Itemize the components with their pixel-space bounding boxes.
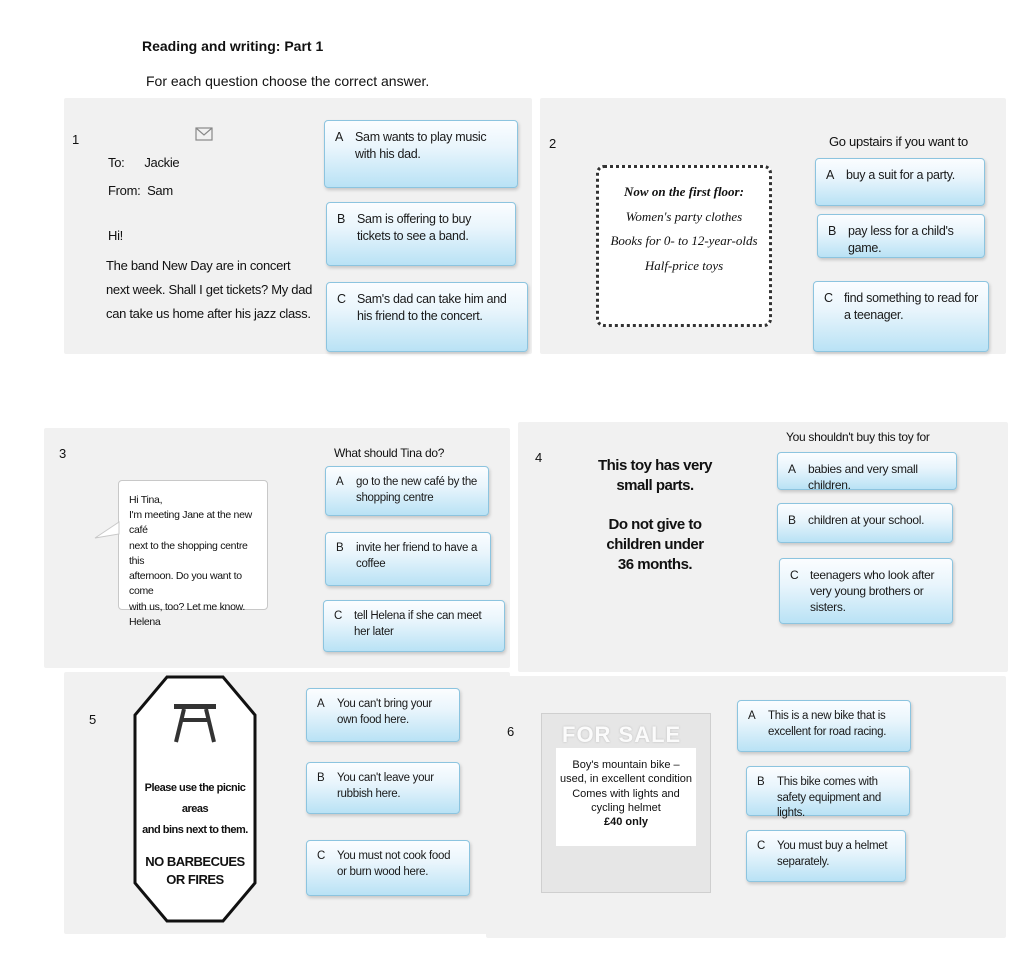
option-text: Sam's dad can take him and his friend to the concert.	[357, 292, 507, 323]
question-number: 1	[72, 132, 80, 147]
q1-option-c[interactable]	[326, 282, 528, 352]
for-sale-body	[556, 748, 696, 846]
question-title: Go upstairs if you want to	[829, 134, 968, 149]
notice-line: Women's party clothes	[625, 208, 743, 224]
option-text: This is a new bike that is excellent for road racing.	[768, 710, 887, 738]
option-letter: C	[317, 850, 326, 862]
option-text: tell Helena if she can meet her later	[354, 610, 482, 638]
q4-option-a[interactable]	[777, 452, 957, 493]
option-letter: B	[788, 513, 796, 527]
option-text: pay less for a child's game.	[848, 224, 954, 255]
instruction-text: For each question choose the correct answer.	[146, 73, 430, 89]
ad-line: Boy's mountain bike –	[572, 759, 680, 771]
option-text: find something to read for a teenager.	[844, 291, 978, 322]
picnic-table-icon	[170, 700, 220, 746]
q3-option-b[interactable]	[325, 532, 491, 586]
option-text: Sam wants to play music with his dad.	[355, 130, 487, 161]
message-line: with us, too? Let me know.	[129, 600, 245, 613]
sign-line: children under	[606, 535, 704, 553]
sign-line: 36 months.	[617, 556, 693, 573]
sign-line: Do not give to	[608, 515, 702, 533]
sign-line: OR FIRES	[166, 871, 224, 887]
option-letter: C	[790, 568, 799, 582]
option-letter: C	[334, 610, 343, 622]
option-text: invite her friend to have a coffee	[356, 542, 478, 570]
envelope-icon	[195, 127, 213, 141]
option-text: go to the new café by the shopping centre	[356, 476, 478, 504]
option-letter: B	[336, 542, 344, 554]
q2-option-c[interactable]	[813, 281, 989, 352]
option-text: children at your school.	[808, 513, 925, 527]
message-line: I'm meeting Jane at the new café	[129, 509, 252, 537]
question-number: 5	[89, 712, 97, 727]
toy-warning-sign	[575, 456, 735, 575]
speech-tail-icon	[94, 520, 120, 540]
q6-option-c[interactable]	[746, 830, 906, 882]
message-line: Helena	[129, 615, 161, 628]
option-text: teenagers who look after very young brothers or sisters.	[810, 568, 935, 615]
ad-line: £40 only	[603, 816, 649, 829]
q3-option-c[interactable]	[323, 600, 505, 652]
option-text: You must buy a helmet separately.	[777, 840, 888, 868]
q6-option-a[interactable]	[737, 700, 911, 752]
notice-line: Books for 0- to 12-year-olds	[610, 233, 758, 249]
notice-line: Half-price toys	[644, 258, 724, 274]
email-greeting: Hi!	[108, 228, 123, 243]
email-to: To: Jackie	[108, 155, 180, 170]
for-sale-ad	[541, 713, 711, 893]
q5-option-c[interactable]	[306, 840, 470, 896]
question-title: What should Tina do?	[334, 446, 445, 460]
option-text: Sam is offering to buy tickets to see a band.	[357, 212, 472, 243]
email-line: The band New Day are in concert	[106, 258, 291, 273]
ad-line: used, in excellent condition	[559, 773, 693, 786]
q3-option-a[interactable]	[325, 466, 489, 516]
option-text: You must not cook food or burn wood here.	[337, 850, 451, 878]
option-letter: B	[337, 212, 346, 226]
sign-line: This toy has very	[597, 457, 713, 474]
sign-line: NO BARBECUES	[145, 853, 245, 869]
ad-line: Comes with lights and	[572, 787, 680, 800]
q4-option-b[interactable]	[777, 503, 953, 543]
notice-heading: Now on the first floor:	[624, 184, 744, 199]
option-letter: B	[757, 776, 765, 788]
option-letter: B	[828, 224, 837, 238]
option-letter: A	[788, 462, 796, 476]
option-letter: C	[824, 291, 833, 305]
option-letter: A	[826, 168, 835, 182]
option-text: You can't bring your own food here.	[337, 698, 432, 726]
for-sale-banner: FOR SALE	[562, 722, 682, 747]
question-number: 2	[549, 136, 557, 151]
q5-option-b[interactable]	[306, 762, 460, 814]
question-title: You shouldn't buy this toy for	[786, 430, 930, 444]
q1-option-b[interactable]	[326, 202, 516, 266]
option-text: babies and very small children.	[808, 462, 918, 493]
option-letter: A	[335, 130, 344, 144]
message-line: next to the shopping centre this	[129, 539, 248, 567]
email-from: From: Sam	[108, 183, 173, 198]
notice-board	[596, 165, 772, 327]
email-line: next week. Shall I get tickets? My dad	[106, 282, 313, 297]
sign-line: small parts.	[616, 477, 694, 495]
option-letter: C	[757, 840, 766, 852]
sign-line: and bins next to them.	[142, 823, 248, 836]
option-letter: A	[336, 476, 344, 488]
option-text: This bike comes with safety equipment and lights.	[777, 776, 881, 820]
option-letter: A	[748, 710, 756, 722]
picnic-sign-text	[133, 778, 257, 889]
q6-option-b[interactable]	[746, 766, 910, 820]
ad-line: cycling helmet	[591, 801, 661, 814]
q2-option-b[interactable]	[817, 214, 985, 258]
q4-option-c[interactable]	[779, 558, 953, 624]
option-letter: C	[337, 292, 346, 306]
message-line: afternoon. Do you want to come	[129, 570, 242, 598]
option-letter: A	[317, 698, 325, 710]
option-text: buy a suit for a party.	[846, 168, 955, 182]
question-number: 4	[535, 450, 543, 465]
q5-option-a[interactable]	[306, 688, 460, 742]
message-bubble	[118, 480, 268, 628]
q2-option-a[interactable]	[815, 158, 985, 206]
option-letter: B	[317, 772, 325, 784]
q1-option-a[interactable]	[324, 120, 518, 188]
email-line: can take us home after his jazz class.	[106, 306, 311, 321]
page-title: Reading and writing: Part 1	[142, 38, 324, 54]
question-number: 3	[59, 446, 67, 461]
question-number: 6	[507, 724, 515, 739]
message-line: Hi Tina,	[129, 494, 163, 506]
sign-line: Please use the picnic areas	[144, 782, 246, 815]
option-text: You can't leave your rubbish here.	[337, 772, 434, 800]
